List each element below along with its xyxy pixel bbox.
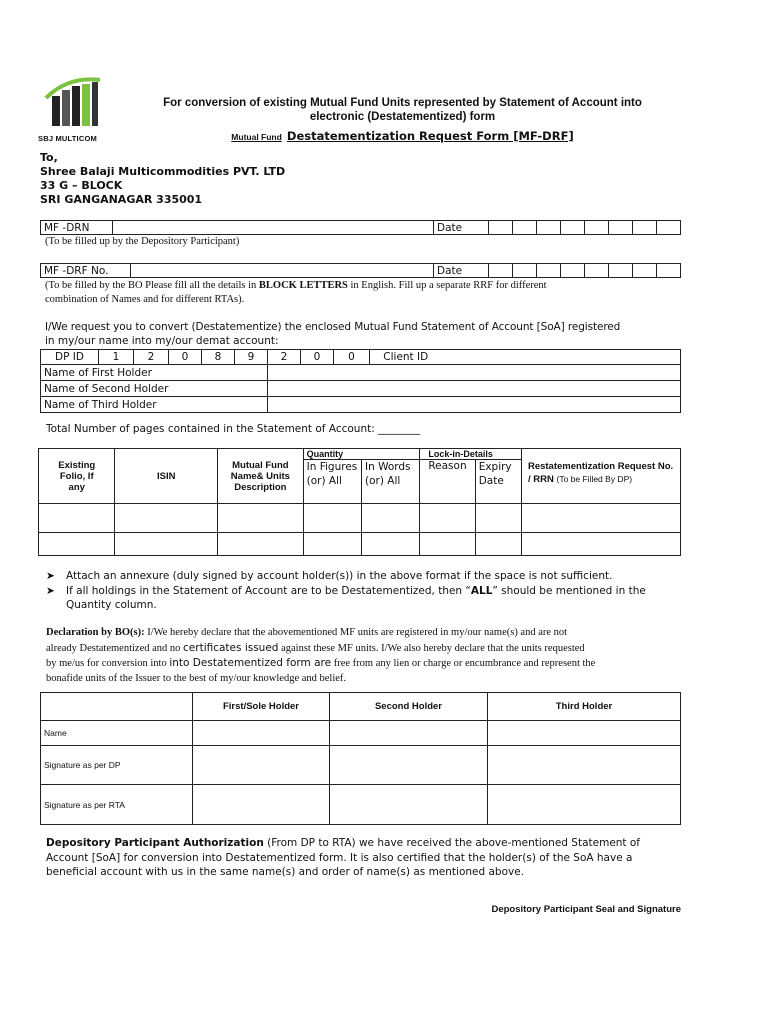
drf-date-label: Date [434,264,489,278]
sig-corner [41,693,193,721]
units-cell[interactable] [521,533,680,556]
dp-digit-2[interactable]: 2 [134,350,169,365]
units-row-1 [39,504,681,533]
declaration [46,626,682,686]
sig-cell[interactable] [193,721,330,746]
sig-col-first: First/Sole Holder [193,693,330,721]
drn-date-box-6[interactable] [609,221,633,235]
col-in-words: In Words (or) All [361,460,419,504]
header-line-2: electronic (Destatementized) form [309,111,496,123]
drf-date-box-6[interactable] [609,264,633,278]
arrow-bullet-icon: ➤ [46,570,55,582]
sig-cell[interactable] [330,746,488,785]
form-title [130,125,675,144]
sig-cell[interactable] [330,721,488,746]
sig-cell[interactable] [193,746,330,785]
first-holder-label: Name of First Holder [41,365,268,381]
declaration-l3c: free from any lien or charge or encumbrance and represent the [331,658,596,669]
col-rrn-bold: Restatementization Request No. / RRN [527,461,674,485]
drn-date-box-7[interactable] [633,221,657,235]
logo-graphic [38,74,118,132]
address-company: Shree Balaji Multicommodities PVT. LTD [40,165,286,178]
client-id-label: Client ID [370,350,442,365]
drn-date-box-4[interactable] [561,221,585,235]
units-cell[interactable] [361,504,419,533]
seal-label: Depository Participant Seal and Signature [491,904,681,915]
units-cell[interactable] [39,533,115,556]
bullet-2-text-c: ” should be mentioned in the [492,585,646,597]
declaration-l1: I/We hereby declare that the abovementioned MF units are registered in my/our name(s) and are not [144,627,568,638]
declaration-l4: bonafide units of the Issuer to the best of my/our knowledge and belief. [46,672,347,684]
drf-date-box-7[interactable] [633,264,657,278]
drf-date-box-8[interactable] [657,264,681,278]
col-folio: Existing Folio, If any [39,449,115,504]
client-id-input[interactable] [442,350,681,365]
units-cell[interactable] [420,533,475,556]
units-cell[interactable] [218,504,304,533]
dp-digit-1[interactable]: 1 [99,350,134,365]
declaration-heading: Declaration by BO(s): [46,627,145,638]
address-city: SRI GANGANAGAR 335001 [40,193,203,206]
drn-date-box-5[interactable] [585,221,609,235]
units-cell[interactable] [420,504,475,533]
drn-date-box-2[interactable] [513,221,537,235]
dp-digit-3[interactable]: 0 [169,350,202,365]
drf-note-b: BLOCK LETTERS [258,280,348,291]
units-cell[interactable] [361,533,419,556]
units-cell[interactable] [475,504,521,533]
pages-count: Total Number of pages contained in the Statement of Account: ________ [46,423,421,435]
col-reason: Reason [420,460,475,504]
drn-note: (To be filled up by the Depository Participant) [45,236,240,247]
dp-id-label: DP ID [41,350,99,365]
request-line-1: I/We request you to convert (Destatementize) the enclosed Mutual Fund Statement of Account [SoA] registered [45,321,621,333]
sig-row-dp: Signature as per DP [41,746,193,785]
col-in-figures: In Figures (or) All [303,460,361,504]
form-title-small: Mutual Fund [231,132,282,142]
units-row-2 [39,533,681,556]
col-rrn [521,449,680,504]
drf-label: MF -DRF No. [41,264,131,278]
bullet-2 [46,584,686,612]
logo-text: SBJ MULTICOM [38,134,97,143]
units-cell[interactable] [115,533,218,556]
signature-table [40,692,681,825]
sig-col-third: Third Holder [488,693,681,721]
col-isin: ISIN [115,449,218,504]
sig-row-rta: Signature as per RTA [41,785,193,825]
dp-auth-l1: (From DP to RTA) we have received the above-mentioned Statement of [263,837,641,849]
request-line-2: in my/our name into my/our demat account: [45,335,279,347]
header-line-1: For conversion of existing Mutual Fund Units represented by Statement of Account into [163,97,642,109]
bullet-2-text-d: Quantity column. [66,599,157,611]
sig-col-second: Second Holder [330,693,488,721]
bullet-2-text-a: If all holdings in the Statement of Account are to be Destatementized, then “ [66,585,471,597]
units-cell[interactable] [521,504,680,533]
third-holder-label: Name of Third Holder [41,397,268,413]
bullet-1 [46,570,612,582]
bullet-1-text: Attach an annexure (duly signed by account holder(s)) in the above format if the space is not sufficient. [66,570,613,582]
col-rrn-small: (To be Filled By DP) [556,474,633,484]
drf-note [45,279,685,307]
dp-auth-l2: Account [SoA] for conversion into Destatementized form. It is also certified that the holder(s) of the SoA have a [46,851,633,864]
drf-note-d: combination of Names and for different RTAs). [45,294,245,305]
bullet-2-text-b: ALL [470,585,493,597]
dp-authorization [46,836,686,880]
address-to: To, [40,151,58,164]
second-holder-input[interactable] [268,381,681,397]
drf-date-box-1[interactable] [489,264,513,278]
units-cell[interactable] [39,504,115,533]
dp-digit-7[interactable]: 0 [301,350,334,365]
sig-cell[interactable] [193,785,330,825]
drn-table [40,220,681,235]
drf-note-c: in English. Fill up a separate RRF for different [347,280,547,291]
first-holder-input[interactable] [268,365,681,381]
drn-date-label: Date [434,221,489,235]
dp-digit-4[interactable]: 8 [202,350,235,365]
units-cell[interactable] [475,533,521,556]
company-logo [38,74,118,144]
drf-date-box-4[interactable] [561,264,585,278]
drf-date-box-3[interactable] [537,264,561,278]
units-table [38,448,681,556]
arrow-bullet-icon: ➤ [46,585,55,597]
drf-input[interactable] [131,264,434,278]
sig-cell[interactable] [330,785,488,825]
drn-date-box-3[interactable] [537,221,561,235]
drn-label: MF -DRN [41,221,113,235]
dp-digit-5[interactable]: 9 [235,350,268,365]
col-fund: Mutual Fund Name& Units Description [218,449,304,504]
sig-cell[interactable] [488,785,681,825]
drn-date-box-8[interactable] [657,221,681,235]
drn-input[interactable] [113,221,434,235]
dp-table [40,349,681,413]
sig-row-name: Name [41,721,193,746]
form-title-main: Destatementization Request Form [MF-DRF] [286,129,574,143]
declaration-l2b: certificates issued [183,641,279,654]
sig-cell[interactable] [488,746,681,785]
dp-auth-heading: Depository Participant Authorization [46,837,264,849]
col-quantity: Quantity [303,449,420,460]
col-expiry: Expiry Date [475,460,521,504]
declaration-l3a: by me/us for conversion into [46,658,170,669]
third-holder-input[interactable] [268,397,681,413]
drf-note-a: (To be filled by the BO Please fill all the details in [45,280,259,291]
col-lockin: Lock-in-Details [420,449,522,460]
dp-digit-6[interactable]: 2 [268,350,301,365]
declaration-l2c: against these MF units. I/We also hereby declare that the units requested [278,642,585,654]
second-holder-label: Name of Second Holder [41,381,268,397]
drf-table [40,263,681,278]
drf-date-box-2[interactable] [513,264,537,278]
drf-date-box-5[interactable] [585,264,609,278]
declaration-l2a: already Destatementized and no [46,642,184,654]
units-cell[interactable] [303,504,361,533]
drn-date-box-1[interactable] [489,221,513,235]
declaration-l3b: into Destatementized form are [169,657,332,669]
units-cell[interactable] [218,533,304,556]
units-cell[interactable] [303,533,361,556]
dp-auth-l3: beneficial account with us in the same name(s) and order of name(s) as mentioned above. [46,866,525,878]
units-cell[interactable] [115,504,218,533]
sig-cell[interactable] [488,721,681,746]
dp-digit-8[interactable]: 0 [334,350,370,365]
address-street: 33 G – BLOCK [40,179,123,192]
